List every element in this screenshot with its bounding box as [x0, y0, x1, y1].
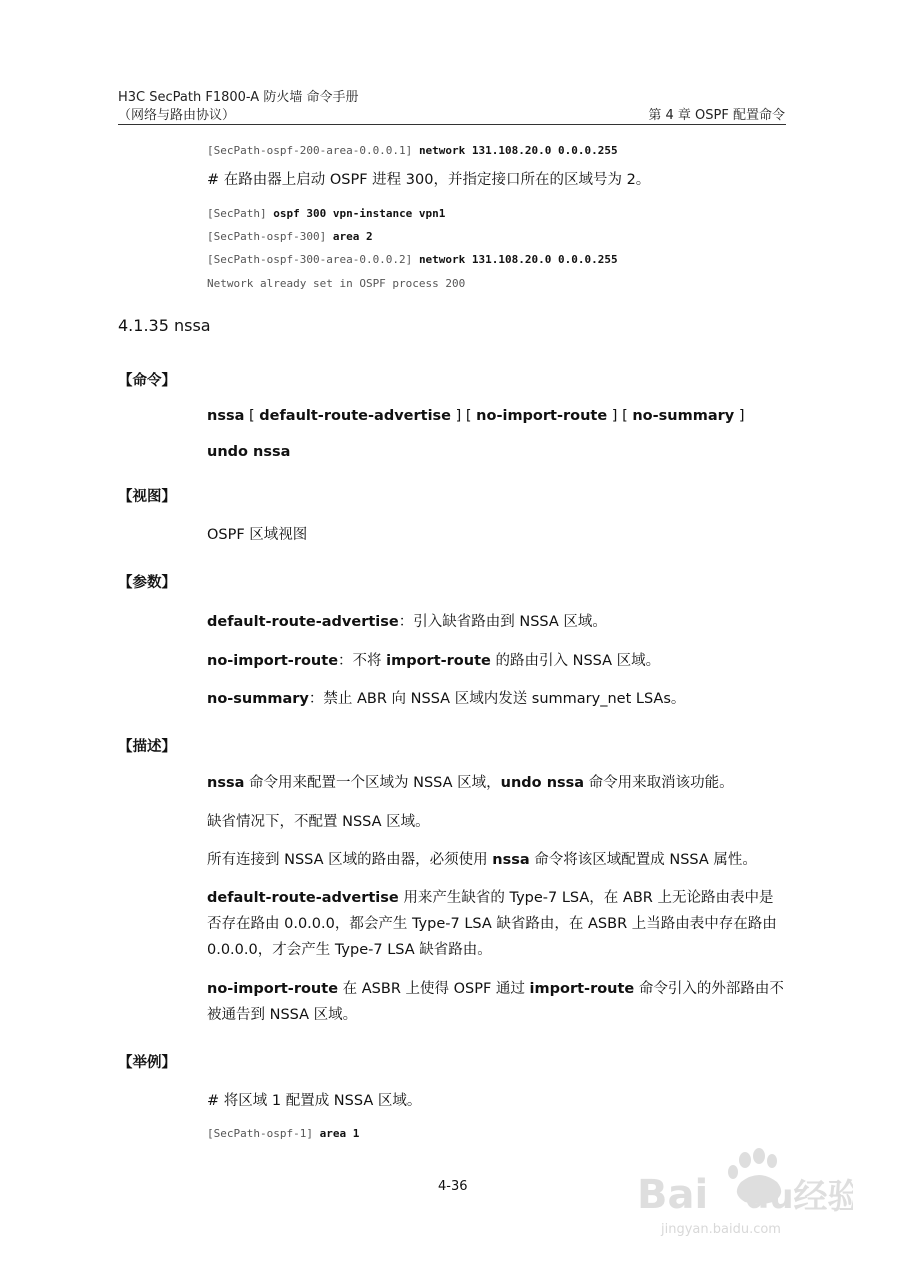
- description-paragraph: [207, 976, 787, 1028]
- desc-keyword: import-route: [529, 981, 635, 997]
- bracket-text: ]: [734, 408, 745, 424]
- code-line: [207, 207, 445, 220]
- desc-keyword: nssa: [492, 852, 530, 868]
- desc-keyword: nssa: [207, 775, 245, 791]
- desc-text: 命令将该区域配置成 NSSA 属性。: [529, 852, 757, 868]
- param-item: [207, 611, 607, 633]
- desc-keyword: undo nssa: [500, 775, 585, 791]
- baidu-watermark-logo: [633, 1148, 853, 1244]
- desc-keyword: default-route-advertise: [207, 890, 399, 906]
- param-term: no-import-route: [207, 653, 339, 669]
- keyword-no-import-route: no-import-route: [476, 408, 608, 424]
- param-desc: ：引入缺省路由到 NSSA 区域。: [398, 614, 607, 630]
- view-label: 【视图】: [118, 489, 176, 505]
- code-line: [207, 253, 618, 266]
- description-label: 【描述】: [118, 739, 176, 755]
- code-command: network 131.108.20.0 0.0.0.255: [418, 144, 618, 157]
- view-text: OSPF 区域视图: [207, 527, 308, 543]
- description-paragraph: [207, 772, 734, 794]
- example-comment: # 将区域 1 配置成 NSSA 区域。: [207, 1093, 422, 1109]
- bracket-text: ] [: [607, 408, 633, 424]
- code-command: network 131.108.20.0 0.0.0.255: [418, 253, 618, 266]
- param-term: no-summary: [207, 691, 309, 707]
- code-comment: # 在路由器上启动 OSPF 进程 300，并指定接口所在的区域号为 2。: [207, 172, 651, 188]
- command-undo: [207, 441, 290, 463]
- svg-text:Bai: Bai: [637, 1172, 709, 1218]
- param-desc: 的路由引入 NSSA 区域。: [490, 653, 661, 669]
- param-term: default-route-advertise: [207, 614, 399, 630]
- code-command: ospf 300 vpn-instance vpn1: [273, 207, 446, 220]
- code-line: [207, 1127, 359, 1140]
- section-heading: 4.1.35 nssa: [118, 316, 211, 335]
- desc-keyword: no-import-route: [207, 981, 339, 997]
- keyword-no-summary: no-summary: [632, 408, 735, 424]
- keyword-default-route-advertise: default-route-advertise: [259, 408, 452, 424]
- example-label: 【举例】: [118, 1055, 176, 1071]
- description-paragraph: 缺省情况下，不配置 NSSA 区域。: [207, 814, 430, 830]
- header-title: H3C SecPath F1800-A 防火墙 命令手册: [118, 90, 359, 105]
- command-label: 【命令】: [118, 373, 176, 389]
- header-subtitle: （网络与路由协议）: [118, 108, 236, 123]
- description-paragraph: [207, 885, 787, 963]
- desc-text: 用来产生缺省的 Type-7 LSA，在 ABR 上无论路由表中是否存在路由 0.0.0.0，都会产生 Type-7 LSA 缺省路由，在 ASBR 上当路由表中存在路由 0.0.0.0，才会产生 Type-7 LSA 缺省路由。: [207, 890, 777, 958]
- code-output: Network already set in OSPF process 200: [207, 277, 466, 290]
- code-command: area 2: [332, 230, 373, 243]
- code-command: area 1: [319, 1127, 360, 1140]
- code-line: [207, 230, 373, 243]
- watermark-url: jingyan.baidu.com: [661, 1222, 781, 1237]
- command-syntax: [207, 405, 745, 427]
- code-prompt: [SecPath-ospf-300]: [207, 230, 327, 243]
- desc-text: 在 ASBR 上使得 OSPF 通过: [338, 981, 530, 997]
- param-desc: ：禁止 ABR 向 NSSA 区域内发送 summary_net LSAs。: [308, 691, 686, 707]
- code-prompt: [SecPath-ospf-1]: [207, 1127, 313, 1140]
- svg-text:du经验: du经验: [745, 1177, 853, 1217]
- header-rule: [118, 124, 786, 125]
- desc-text: 命令引入的外部路由不被通告到 NSSA 区域。: [207, 981, 784, 1023]
- params-label: 【参数】: [118, 575, 176, 591]
- code-prompt: [SecPath-ospf-200-area-0.0.0.1]: [207, 144, 413, 157]
- code-prompt: [SecPath-ospf-300-area-0.0.0.2]: [207, 253, 413, 266]
- keyword-undo-nssa: undo nssa: [207, 444, 291, 460]
- code-prompt: [SecPath]: [207, 207, 267, 220]
- param-desc: ：不将: [338, 653, 387, 669]
- code-line: [207, 144, 618, 157]
- desc-text: 所有连接到 NSSA 区域的路由器，必须使用: [207, 852, 493, 868]
- param-keyword: import-route: [386, 653, 491, 669]
- desc-text: 命令用来配置一个区域为 NSSA 区域，: [244, 775, 501, 791]
- desc-text: 命令用来取消该功能。: [584, 775, 734, 791]
- bracket-text: [: [244, 408, 260, 424]
- page-number: 4-36: [438, 1179, 468, 1194]
- param-item: [207, 650, 660, 672]
- bracket-text: ] [: [451, 408, 477, 424]
- description-paragraph: [207, 849, 757, 871]
- header-chapter: 第 4 章 OSPF 配置命令: [648, 108, 785, 123]
- param-item: [207, 688, 685, 710]
- keyword-nssa: nssa: [207, 408, 245, 424]
